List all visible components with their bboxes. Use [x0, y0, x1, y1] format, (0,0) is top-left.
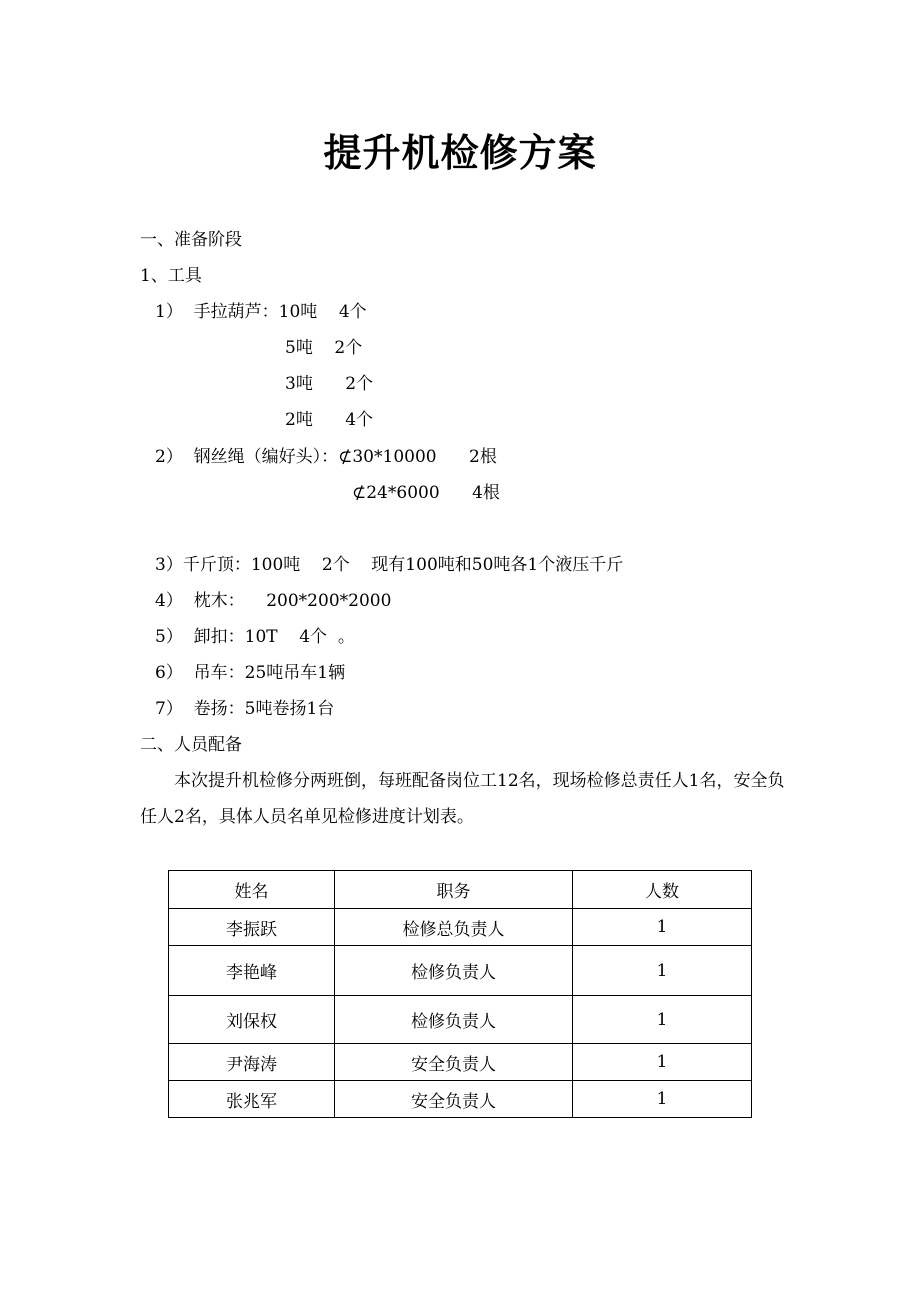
table-cell-name: 尹海涛 — [169, 1044, 335, 1081]
tool-item-hoist-3t: 3吨 2个 — [285, 374, 374, 394]
table-header-count: 人数 — [573, 871, 752, 909]
tool-item-shackle: 5） 卸扣：10T 4个 。 — [155, 627, 355, 647]
tool-item-hoist-5t: 5吨 2个 — [285, 338, 363, 358]
table-cell-count: 1 — [573, 909, 752, 946]
table-row — [169, 1081, 752, 1118]
table-header-row — [169, 871, 752, 909]
tool-item-hoist-2t: 2吨 4个 — [285, 410, 374, 430]
tool-item-rope-24: ⊄24*6000 4根 — [352, 483, 500, 503]
table-row — [169, 1044, 752, 1081]
tool-item-hoist: 1） 手拉葫芦：10吨 4个 — [155, 302, 367, 322]
table-row — [169, 996, 752, 1044]
table-cell-count: 1 — [573, 996, 752, 1044]
table-header-position: 职务 — [335, 871, 573, 909]
staff-paragraph: 本次提升机检修分两班倒，每班配备岗位工12名，现场检修总责任人1名，安全负任人2名，具体人员名单见检修进度计划表。 — [140, 771, 785, 827]
table-cell-position: 检修总负责人 — [335, 909, 573, 946]
tool-item-winch: 7） 卷扬：5吨卷扬1台 — [155, 699, 335, 719]
table-cell-position: 安全负责人 — [335, 1044, 573, 1081]
document-title: 提升机检修方案 — [323, 131, 597, 175]
tool-item-jack: 3）千斤顶：100吨 2个 现有100吨和50吨各1个液压千斤 — [155, 555, 624, 575]
tool-item-rope: 2） 钢丝绳（编好头）：⊄30*10000 2根 — [155, 447, 497, 467]
table-cell-name: 刘保权 — [169, 996, 335, 1044]
section-heading-prep: 一、准备阶段 — [140, 230, 242, 250]
table-cell-count: 1 — [573, 1044, 752, 1081]
table-row — [169, 946, 752, 996]
table-cell-position: 安全负责人 — [335, 1081, 573, 1118]
table-header-name: 姓名 — [169, 871, 335, 909]
table-cell-count: 1 — [573, 1081, 752, 1118]
table-cell-name: 李艳峰 — [169, 946, 335, 996]
table-row — [169, 909, 752, 946]
subsection-heading-tools: 1、工具 — [140, 266, 202, 286]
staff-table — [168, 870, 752, 1118]
table-cell-position: 检修负责人 — [335, 996, 573, 1044]
tool-item-sleeper: 4） 枕木： 200*200*2000 — [155, 591, 392, 611]
table-cell-position: 检修负责人 — [335, 946, 573, 996]
tool-item-crane: 6） 吊车：25吨吊车1辆 — [155, 663, 346, 683]
table-cell-name: 张兆军 — [169, 1081, 335, 1118]
section-heading-staff: 二、人员配备 — [140, 735, 242, 755]
table-cell-count: 1 — [573, 946, 752, 996]
table-cell-name: 李振跃 — [169, 909, 335, 946]
